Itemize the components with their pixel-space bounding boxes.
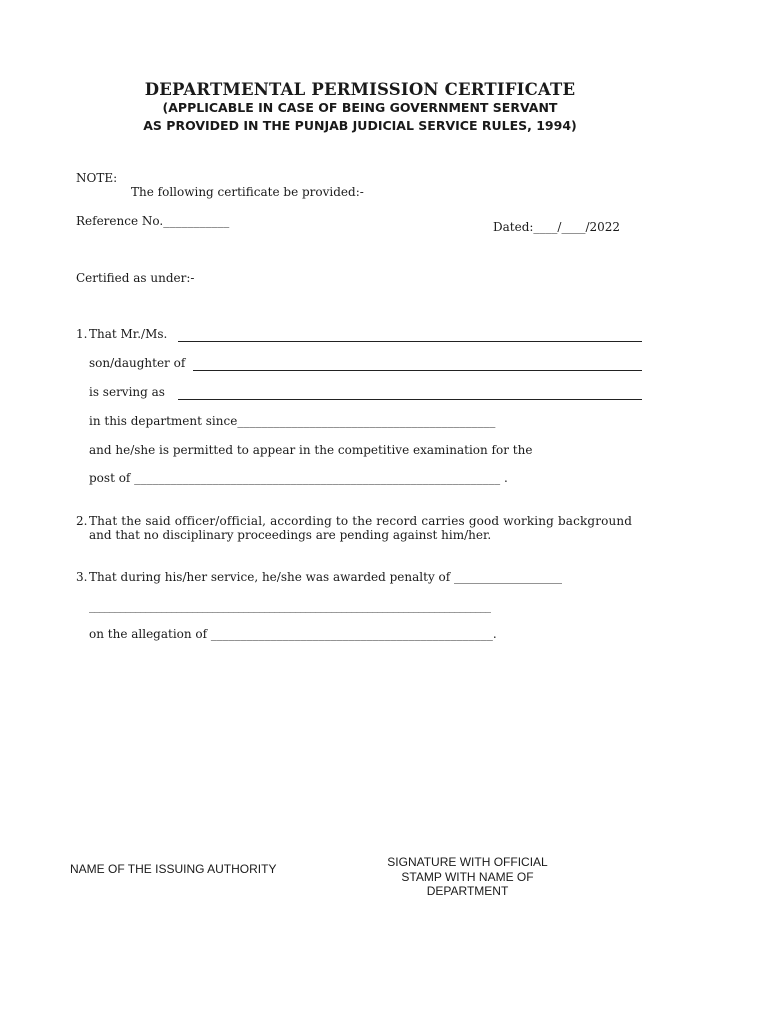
item-1-post-field: post of _____________________________________________________________ .	[89, 471, 508, 485]
item-2-text-line-2: and that no disciplinary proceedings are pending against him/her.	[89, 528, 492, 542]
parent-blank-line	[193, 370, 642, 371]
serving-blank-line	[178, 399, 642, 400]
signature-label-line-1: SIGNATURE WITH OFFICIAL	[387, 855, 548, 869]
page-subtitle-line-2: AS PROVIDED IN THE PUNJAB JUDICIAL SERVICE RULES, 1994)	[143, 118, 577, 133]
item-1-since-field: in this department since___________________________________________	[89, 414, 496, 428]
page-subtitle-line-1: (APPLICABLE IN CASE OF BEING GOVERNMENT SERVANT	[162, 100, 558, 115]
item-3-number: 3.	[76, 570, 88, 584]
item-3-continuation-line: ______________________________________________________________________________	[89, 600, 491, 613]
signature-label-line-3: DEPARTMENT	[426, 884, 509, 898]
name-blank-line	[178, 341, 642, 342]
reference-number-field: Reference No.___________	[76, 214, 230, 228]
item-2-number: 2.	[76, 514, 88, 528]
certified-heading: Certified as under:-	[76, 271, 195, 285]
item-1-name-label: That Mr./Ms.	[89, 327, 168, 341]
item-1-parent-label: son/daughter of	[89, 356, 186, 370]
item-1-number: 1.	[76, 327, 88, 341]
issuing-authority-label: NAME OF THE ISSUING AUTHORITY	[70, 862, 277, 876]
dated-field: Dated:____/____/2022	[493, 220, 621, 234]
note-text: The following certificate be provided:-	[131, 185, 364, 199]
item-1-serving-label: is serving as	[89, 385, 165, 399]
item-2-text-line-1: That the said officer/official, according to the record carries good working background	[89, 514, 633, 528]
item-3-allegation-field: on the allegation of _______________________________________________.	[89, 627, 497, 641]
note-label: NOTE:	[76, 171, 118, 185]
page-title: DEPARTMENTAL PERMISSION CERTIFICATE	[144, 80, 576, 99]
item-1-permission-text: and he/she is permitted to appear in the competitive examination for the	[89, 443, 533, 457]
signature-label-line-2: STAMP WITH NAME OF	[401, 870, 534, 884]
item-3-penalty-field: That during his/her service, he/she was awarded penalty of __________________	[89, 570, 563, 584]
